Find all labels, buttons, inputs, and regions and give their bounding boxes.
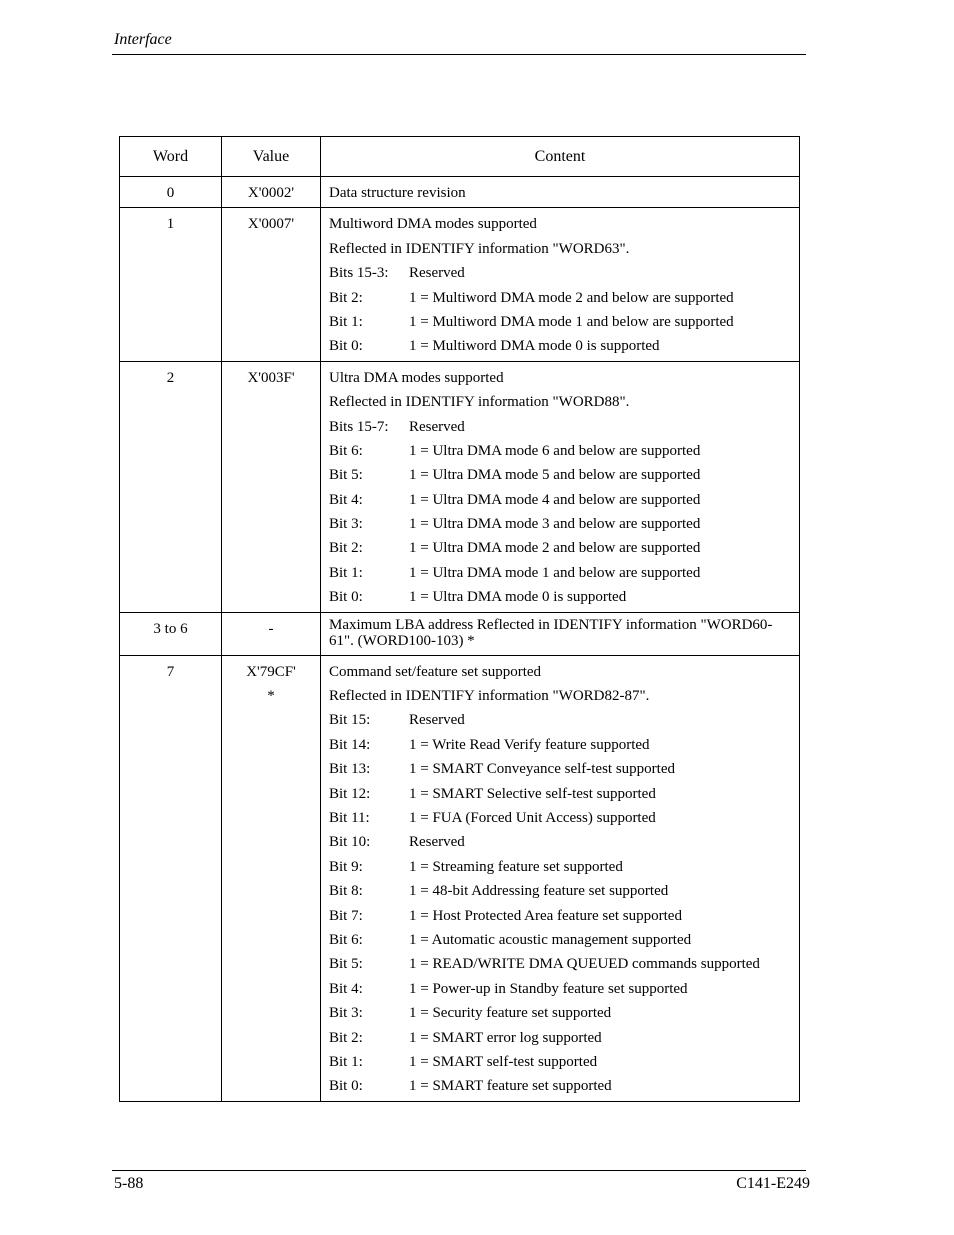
bit-description: 1 = Ultra DMA mode 4 and below are supported [409,491,701,508]
bit-description: 1 = Multiword DMA mode 1 and below are supported [409,313,734,330]
column-header-content: Content [321,137,800,177]
bit-description: 1 = Streaming feature set supported [409,858,623,875]
bit-description: Reserved [409,712,465,729]
bit-label: Bit 1: [329,564,363,581]
bit-description: 1 = Security feature set supported [409,1005,612,1022]
table-body [120,177,800,1102]
bit-label: Bit 9: [329,858,363,875]
bit-description: 1 = Power-up in Standby feature set supported [409,980,688,997]
content-line [329,334,793,358]
page-header-title: Interface [114,31,172,48]
bit-label: Bit 10: [329,834,371,851]
bit-description: 1 = Ultra DMA mode 3 and below are supported [409,516,701,533]
bit-description: Reflected in IDENTIFY information "WORD82-87". [329,688,650,705]
bit-description: Multiword DMA modes supported [329,216,537,233]
identify-words-table [119,136,800,1102]
content-line [329,733,793,757]
content-line [329,439,793,463]
content-line [329,1026,793,1050]
value-cell [222,655,321,1101]
content-cell [321,361,800,612]
content-line [329,415,793,439]
bit-label: Bit 4: [329,980,363,997]
bit-description: 1 = SMART error log supported [409,1029,602,1046]
table-row [120,208,800,361]
value-cell [222,612,321,655]
footer-divider [112,1170,806,1171]
bit-label: Bit 3: [329,1005,363,1022]
bit-label: Bit 2: [329,289,363,306]
value-text: - [268,620,274,637]
content-line [329,708,793,732]
page-number: 5-88 [114,1175,144,1192]
bit-label: Bit 8: [329,883,363,900]
bit-label: Bit 1: [329,313,363,330]
value-text: X'003F' [247,369,295,386]
content-line [329,310,793,334]
content-line [329,684,793,708]
bit-label: Bit 0: [329,338,363,355]
bit-description: 1 = SMART self-test supported [409,1053,598,1070]
content-line [329,952,793,976]
content-line [329,261,793,285]
bit-description: 1 = Host Protected Area feature set supported [409,907,682,924]
document-id: C141-E249 [736,1175,810,1192]
bit-description: 1 = READ/WRITE DMA QUEUED commands supported [409,956,760,973]
bit-label: Bits 15-3: [329,265,389,282]
bit-description: 1 = Multiword DMA mode 2 and below are supported [409,289,734,306]
content-line [329,286,793,310]
content-line [329,928,793,952]
content-line [329,977,793,1001]
bit-label: Bit 5: [329,467,363,484]
bit-description: 1 = Ultra DMA mode 2 and below are supported [409,540,701,557]
table-row [120,612,800,655]
content-line [329,782,793,806]
bit-description: 1 = FUA (Forced Unit Access) supported [409,810,656,826]
value-footnote-marker: * [267,688,275,705]
table-row [120,361,800,612]
bit-description: 1 = Automatic acoustic management supported [409,931,692,948]
value-cell [222,361,321,612]
bit-label: Bit 11: [329,810,370,826]
value-cell [222,177,321,208]
bit-description: Ultra DMA modes supported [329,369,504,386]
value-text: X'0002' [247,185,295,201]
content-line [329,879,793,903]
content-paragraph: Maximum LBA address Reflected in IDENTIFY information "WORD60-61". (WORD100-103) * [329,616,773,649]
word-cell: 1 [120,208,222,361]
bit-description: 1 = Write Read Verify feature supported [409,736,650,753]
content-line [329,855,793,879]
content-line [329,585,793,609]
bit-label: Bit 6: [329,931,363,948]
bit-label: Bits 15-7: [329,418,389,435]
content-line [329,1050,793,1074]
bit-label: Bit 4: [329,491,363,508]
content-line [329,536,793,560]
content-line [329,237,793,261]
table-row [120,655,800,1101]
bit-label: Bit 15: [329,712,371,729]
bit-description: Command set/feature set supported [329,663,542,680]
bit-description: Reserved [409,418,465,435]
content-line [329,830,793,854]
bit-label: Bit 3: [329,516,363,533]
word-cell: 7 [120,655,222,1101]
bit-label: Bit 7: [329,907,363,924]
content-line [329,212,793,236]
content-line [329,561,793,585]
table-row [120,177,800,208]
column-header-word: Word [120,137,222,177]
bit-description: 1 = SMART feature set supported [409,1078,612,1095]
content-line [329,904,793,928]
content-cell [321,655,800,1101]
word-cell: 2 [120,361,222,612]
bit-description: 1 = 48-bit Addressing feature set supported [409,883,669,900]
content-cell [321,177,800,208]
content-cell [321,208,800,361]
bit-description: 1 = Multiword DMA mode 0 is supported [409,338,660,355]
bit-description: 1 = Ultra DMA mode 6 and below are supported [409,442,701,459]
content-line [329,366,793,390]
content-line [329,463,793,487]
bit-label: Bit 14: [329,736,371,753]
bit-description: Data structure revision [329,185,466,201]
bit-description: 1 = SMART Conveyance self-test supported [409,761,675,778]
bit-description: Reserved [409,834,465,851]
bit-description: 1 = SMART Selective self-test supported [409,785,656,802]
bit-description: Reflected in IDENTIFY information "WORD63". [329,240,630,257]
value-cell [222,208,321,361]
value-text: X'0007' [247,216,295,233]
bit-label: Bit 2: [329,1029,363,1046]
column-header-value: Value [222,137,321,177]
content-line [329,181,793,205]
bit-label: Bit 0: [329,1078,363,1095]
content-line [329,1001,793,1025]
bit-description: 1 = Ultra DMA mode 0 is supported [409,589,627,606]
bit-label: Bit 5: [329,956,363,973]
content-line [329,488,793,512]
bit-label: Bit 6: [329,442,363,459]
bit-label: Bit 0: [329,589,363,606]
header-divider [112,54,806,55]
content-line [329,390,793,414]
word-cell: 3 to 6 [120,612,222,655]
content-line [329,757,793,781]
content-line [329,512,793,536]
content-line [329,660,793,684]
bit-label: Bit 1: [329,1053,363,1070]
bit-description: Reserved [409,265,465,282]
content-cell [321,612,800,655]
word-cell: 0 [120,177,222,208]
bit-label: Bit 13: [329,761,371,778]
table-header-row [120,137,800,177]
bit-description: Reflected in IDENTIFY information "WORD88". [329,394,630,411]
bit-label: Bit 12: [329,785,371,802]
bit-description: 1 = Ultra DMA mode 5 and below are supported [409,467,701,484]
value-text: X'79CF' [246,663,296,680]
bit-label: Bit 2: [329,540,363,557]
content-line [329,1074,793,1098]
bit-description: 1 = Ultra DMA mode 1 and below are supported [409,564,701,581]
content-line [329,806,793,830]
